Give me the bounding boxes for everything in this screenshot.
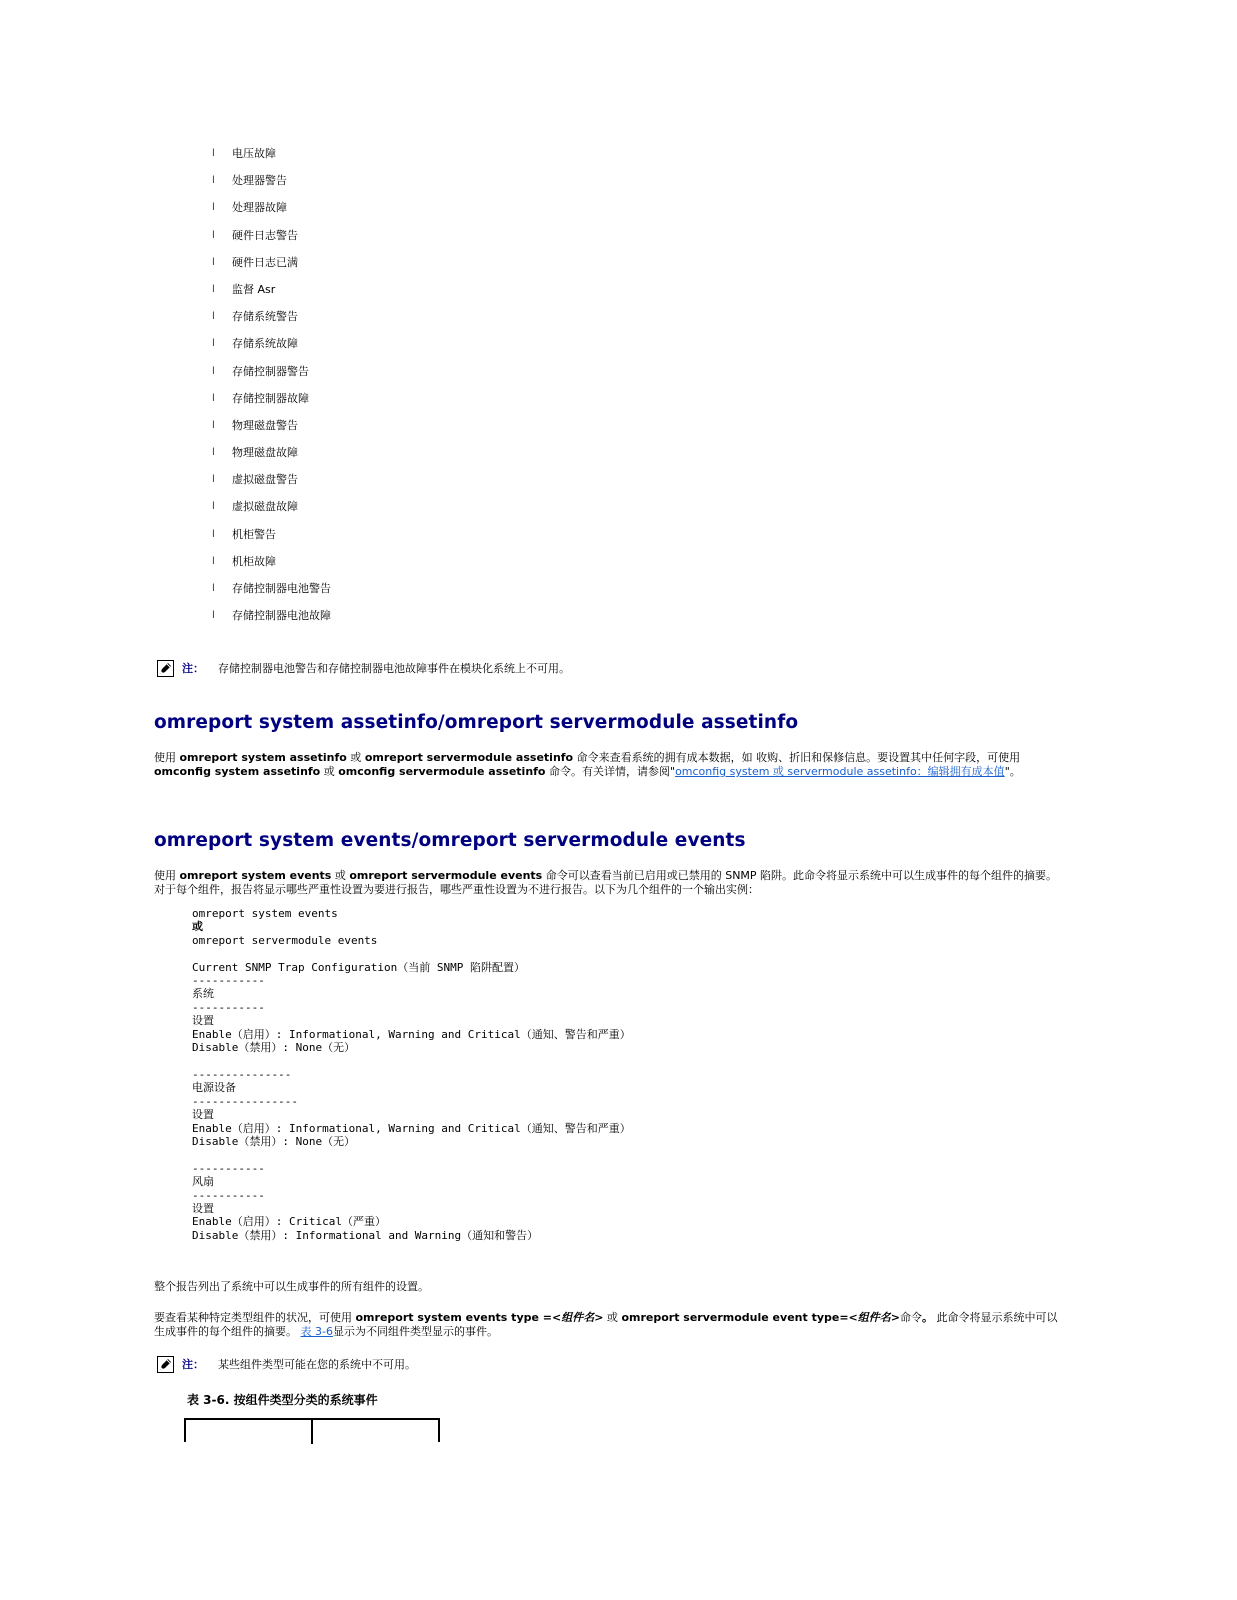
code-line: 设置	[192, 1014, 214, 1028]
text: 命令	[899, 1311, 922, 1324]
code-line: -----------	[192, 1000, 265, 1014]
list-item	[212, 445, 331, 472]
code-line: 设置	[192, 1108, 214, 1122]
text: 或	[346, 751, 365, 764]
command: omreport system events	[179, 869, 332, 882]
list-item	[212, 499, 331, 526]
code-line: ---------------	[192, 1067, 292, 1081]
table-caption: 表 3-6. 按组件类型分类的系统事件	[187, 1393, 378, 1407]
text: "。	[1004, 765, 1021, 778]
bullet-icon: l	[212, 392, 215, 404]
list-item-text: 硬件日志已满	[232, 255, 298, 269]
bullet-icon: l	[212, 365, 215, 377]
text: 命令来查看系统的拥有成本数据，如 收购、折旧和保修信息。要设置其中任何字段，可使用	[573, 751, 1021, 764]
argument: 组件名	[857, 1311, 891, 1324]
list-item-text: 存储控制器故障	[232, 391, 309, 405]
text: omreport system events type =<	[355, 1311, 562, 1324]
code-line: -----------	[192, 1188, 265, 1202]
code-line: ----------------	[192, 1094, 298, 1108]
list-item	[212, 608, 331, 635]
section-title-assetinfo: omreport system assetinfo/omreport servermodule assetinfo	[154, 712, 799, 733]
list-item	[212, 282, 331, 309]
bullet-icon: l	[212, 419, 215, 431]
text: >	[594, 1311, 604, 1324]
bullet-icon: l	[212, 338, 215, 350]
bullet-icon: l	[212, 555, 215, 567]
code-line: Disable（禁用）: None（无）	[192, 1041, 356, 1055]
list-item	[212, 173, 331, 200]
code-sample	[192, 907, 631, 1242]
list-item-text: 处理器故障	[232, 201, 287, 215]
bullet-icon: l	[212, 202, 215, 214]
text: >	[890, 1311, 900, 1324]
command: omreport servermodule assetinfo	[364, 751, 574, 764]
command: omreport system assetinfo	[179, 751, 347, 764]
table-column-divider	[311, 1420, 313, 1444]
text: 或	[603, 1311, 622, 1324]
code-line: 设置	[192, 1201, 214, 1215]
bullet-icon: l	[212, 283, 215, 295]
code-line: 系统	[192, 987, 214, 1001]
bullet-icon: l	[212, 447, 215, 459]
assetinfo-paragraph	[154, 751, 1064, 779]
note-label: 注：	[182, 1358, 204, 1371]
list-item	[212, 391, 331, 418]
note-text: 某些组件类型可能在您的系统中不可用。	[218, 1358, 416, 1371]
list-item	[212, 255, 331, 282]
list-item	[212, 472, 331, 499]
bullet-icon: l	[212, 256, 215, 268]
note-text: 存储控制器电池警告和存储控制器电池故障事件在模块化系统上不可用。	[218, 662, 570, 675]
code-line: Enable（启用）: Informational, Warning and Critical（通知、警告和严重）	[192, 1121, 631, 1135]
list-item-text: 存储系统故障	[232, 337, 298, 351]
command	[356, 1311, 604, 1324]
code-line: 风扇	[192, 1175, 214, 1189]
list-item-text: 处理器警告	[232, 174, 287, 188]
text: 命令可以查看当前已启用或已禁用的 SNMP 陷阱。此命令将显示系统中可以生成事件的每个组件的摘要。对于每个组件，报告将显示哪些严重性设置为要进行报告，哪些严重性设置为不进行报告。以下为几个组件的一个输出实例：	[154, 869, 1058, 896]
list-item	[212, 364, 331, 391]
code-line: Enable（启用）: Critical（严重）	[192, 1215, 386, 1229]
bullet-icon: l	[212, 610, 215, 622]
event-list	[212, 146, 331, 635]
text: 或	[331, 869, 350, 882]
list-item-text: 机柜故障	[232, 554, 276, 568]
bullet-icon: l	[212, 583, 215, 594]
text: 命令。有关详情，请参阅"	[545, 765, 676, 778]
events-paragraph	[154, 869, 1064, 897]
list-item-text: 虚拟磁盘警告	[232, 473, 298, 487]
list-item	[212, 146, 331, 173]
code-line: omreport system events	[192, 907, 338, 920]
type-paragraph	[154, 1311, 1064, 1339]
events-table	[184, 1418, 440, 1442]
command: omconfig system assetinfo	[154, 765, 321, 778]
code-line: Disable（禁用）: None（无）	[192, 1134, 356, 1148]
text: omreport servermodule event type=<	[621, 1311, 858, 1324]
list-item-text: 电压故障	[232, 147, 276, 160]
list-item	[212, 581, 331, 608]
section-title-events: omreport system events/omreport servermodule events	[154, 830, 746, 851]
note-battery	[157, 660, 570, 677]
text: 或	[320, 765, 339, 778]
list-item	[212, 200, 331, 227]
argument: 组件名	[561, 1311, 595, 1324]
assetinfo-link[interactable]: omconfig system 或 servermodule assetinfo：编辑拥有成本值	[675, 765, 1005, 778]
list-item	[212, 228, 331, 255]
list-item-text: 物理磁盘故障	[232, 446, 298, 460]
code-line: Disable（禁用）: Informational and Warning（通知和警告）	[192, 1228, 539, 1242]
bullet-icon: l	[212, 528, 215, 540]
list-item-text: 存储控制器警告	[232, 364, 309, 378]
code-line: Current SNMP Trap Configuration（当前 SNMP 陷阱配置）	[192, 960, 526, 974]
summary-paragraph: 整个报告列出了系统中可以生成事件的所有组件的设置。	[154, 1280, 429, 1293]
list-item-text: 机柜警告	[232, 527, 276, 541]
code-line: 电源设备	[192, 1081, 236, 1095]
code-line: 或	[192, 920, 203, 934]
command: omreport servermodule events	[349, 869, 543, 882]
command: omconfig servermodule assetinfo	[338, 765, 546, 778]
text: 使用	[154, 869, 180, 882]
list-item-text: 虚拟磁盘故障	[232, 500, 298, 514]
list-item-text: 存储控制器电池故障	[232, 609, 331, 623]
note-pencil-icon	[157, 660, 174, 677]
command	[621, 1311, 900, 1324]
list-item	[212, 554, 331, 581]
table-link[interactable]: 表 3-6	[300, 1325, 333, 1338]
list-item-text: 硬件日志警告	[232, 228, 298, 242]
bullet-icon: l	[212, 148, 215, 159]
code-line: Enable（启用）: Informational, Warning and Critical（通知、警告和严重）	[192, 1027, 631, 1041]
list-item-text: 存储系统警告	[232, 310, 298, 324]
list-item	[212, 418, 331, 445]
list-item	[212, 336, 331, 363]
list-item-text: 监督 Asr	[232, 282, 276, 296]
list-item-text: 存储控制器电池警告	[232, 582, 331, 595]
bullet-icon: l	[212, 311, 215, 323]
text: 。	[921, 1311, 933, 1324]
note-components	[157, 1356, 416, 1373]
code-line: omreport servermodule events	[192, 933, 378, 947]
bullet-icon: l	[212, 501, 215, 513]
note-label: 注：	[182, 662, 204, 675]
bullet-icon: l	[212, 229, 215, 241]
list-item	[212, 309, 331, 336]
code-line: -----------	[192, 1161, 265, 1175]
bullet-icon: l	[212, 175, 215, 187]
note-pencil-icon	[157, 1356, 174, 1373]
list-item	[212, 527, 331, 554]
bullet-icon: l	[212, 474, 215, 486]
text: 要查看某种特定类型组件的状况，可使用	[154, 1311, 356, 1324]
text: 此命令将显示系统中可以生成事件的每个组件的摘要。	[154, 1311, 1058, 1338]
text: 显示为不同组件类型显示的事件。	[332, 1325, 498, 1338]
code-line: -----------	[192, 974, 265, 988]
list-item-text: 物理磁盘警告	[232, 418, 298, 432]
text: 使用	[154, 751, 180, 764]
